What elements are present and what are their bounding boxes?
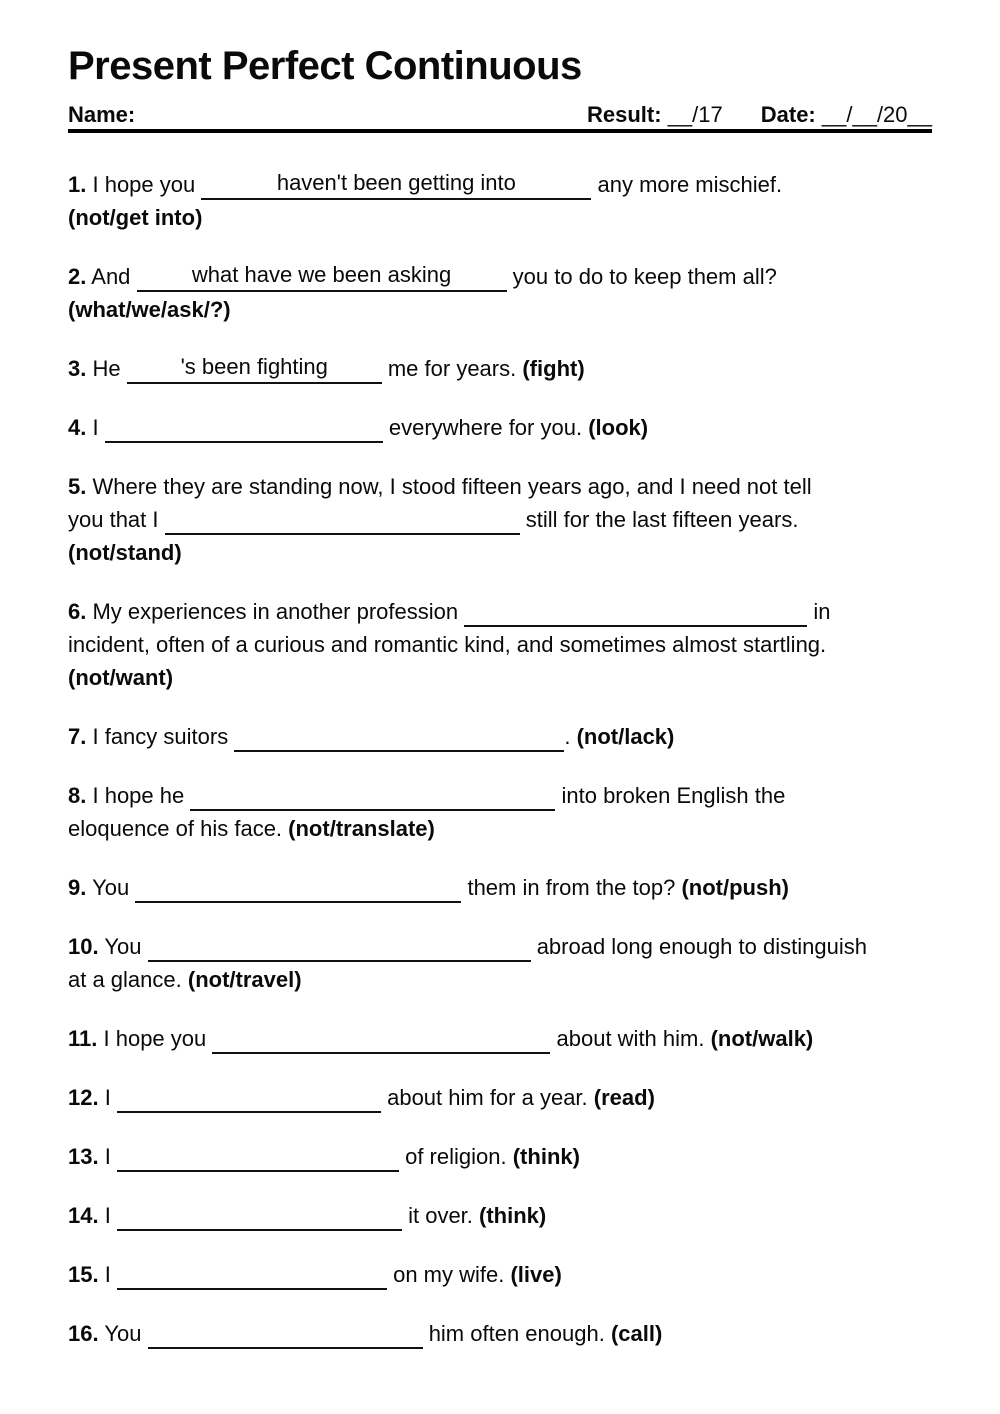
sentence-text: I (92, 415, 99, 440)
date-field (761, 102, 932, 128)
verb-hint: (think) (512, 1144, 580, 1169)
answer-text (255, 1144, 261, 1166)
sentence-text: You (104, 934, 142, 959)
exercise-number: 16. (68, 1321, 99, 1346)
exercise-number: 3. (68, 356, 87, 381)
sentence-text: you to do to keep them all? (512, 264, 777, 289)
verb-hint: (not/travel) (187, 967, 302, 992)
answer-blank (117, 1148, 399, 1172)
verb-hint: (live) (510, 1262, 562, 1287)
verb-hint: (read) (593, 1085, 655, 1110)
verb-hint: (not/want) (68, 665, 174, 690)
sentence-text: I hope you (103, 1026, 207, 1051)
exercise-list (68, 168, 936, 1376)
exercise-number: 4. (68, 415, 87, 440)
result-field (587, 102, 723, 128)
verb-hint: (not/lack) (576, 724, 675, 749)
sentence-text: You (104, 1321, 142, 1346)
answer-blank (135, 879, 461, 903)
sentence-text: still for the last fifteen years. (525, 507, 799, 532)
answer-text (295, 875, 301, 897)
verb-hint: (not/walk) (710, 1026, 814, 1051)
sentence-text: them in from the top? (467, 875, 676, 900)
exercise-item (68, 1317, 936, 1350)
exercise-item (68, 1081, 936, 1114)
answer-text (256, 1203, 262, 1225)
exercise-number: 6. (68, 599, 87, 624)
exercise-item (68, 1140, 936, 1173)
sentence-text: everywhere for you. (388, 415, 583, 440)
exercise-item (68, 411, 936, 444)
answer-blank (148, 1325, 423, 1349)
exercise-number: 1. (68, 172, 87, 197)
verb-hint: (not/stand) (68, 540, 182, 565)
date-value: __/__/20__ (821, 102, 932, 127)
exercise-number: 5. (68, 474, 87, 499)
exercise-item (68, 470, 936, 569)
sentence-text: about him for a year. (387, 1085, 588, 1110)
answer-text (339, 507, 345, 529)
answer-blank (137, 262, 507, 292)
sentence-text: I hope you (92, 172, 196, 197)
sentence-text: me for years. (387, 356, 517, 381)
answer-text: what have we been asking (191, 262, 452, 287)
sentence-text: about with him. (556, 1026, 705, 1051)
sentence-text: of religion. (405, 1144, 507, 1169)
answer-blank (190, 787, 555, 811)
answer-text (246, 1085, 252, 1107)
sentence-text: in (813, 599, 831, 624)
answer-text (241, 415, 247, 437)
answer-blank (201, 170, 591, 200)
exercise-number: 2. (68, 264, 87, 289)
answer-blank (117, 1207, 402, 1231)
exercise-number: 9. (68, 875, 87, 900)
sentence-text: at a glance. (68, 967, 182, 992)
answer-blank (234, 728, 564, 752)
verb-hint: (not/push) (681, 875, 789, 900)
verb-hint: (what/we/ask/?) (68, 297, 231, 322)
answer-text (378, 1026, 384, 1048)
answer-text (370, 783, 376, 805)
verb-hint: (not/translate) (288, 816, 435, 841)
result-value: __/17 (667, 102, 723, 127)
sentence-text: I fancy suitors (92, 724, 229, 749)
exercise-number: 7. (68, 724, 87, 749)
verb-hint: (think) (479, 1203, 547, 1228)
sentence-text: I (104, 1085, 111, 1110)
date-label: Date: (760, 102, 816, 127)
answer-blank (148, 938, 531, 962)
exercise-item (68, 1258, 936, 1291)
sentence-text: Where they are standing now, I stood fifteen years ago, and I need not tell (92, 474, 812, 499)
sentence-text: any more mischief. (597, 172, 783, 197)
sentence-text: You (92, 875, 130, 900)
answer-blank (464, 603, 807, 627)
exercise-item (68, 168, 936, 234)
result-label: Result: (587, 102, 662, 127)
exercise-number: 11. (68, 1026, 98, 1051)
header-meta-row (68, 102, 932, 128)
verb-hint: (call) (610, 1321, 663, 1346)
sentence-text: I (104, 1203, 111, 1228)
sentence-text: eloquence of his face. (68, 816, 283, 841)
answer-text (633, 599, 639, 621)
answer-blank (127, 354, 382, 384)
sentence-text: I hope he (92, 783, 185, 808)
verb-hint: (fight) (522, 356, 585, 381)
worksheet-title: Present Perfect Continuous (68, 44, 582, 88)
answer-text (336, 934, 342, 956)
answer-text (396, 724, 402, 746)
answer-blank (105, 419, 383, 443)
exercise-item (68, 779, 936, 845)
sentence-text: He (92, 356, 121, 381)
answer-blank (117, 1089, 381, 1113)
exercise-item (68, 260, 936, 326)
exercise-number: 14. (68, 1203, 99, 1228)
answer-text (249, 1262, 255, 1284)
sentence-text: into broken English the (561, 783, 786, 808)
sentence-text: My experiences in another profession (92, 599, 459, 624)
sentence-text: him often enough. (428, 1321, 605, 1346)
verb-hint: (not/get into) (68, 205, 203, 230)
exercise-number: 15. (68, 1262, 99, 1287)
verb-hint: (look) (588, 415, 649, 440)
sentence-text: incident, often of a curious and romantic kind, and sometimes almost startling. (68, 632, 827, 657)
exercise-item (68, 595, 936, 694)
exercise-number: 12. (68, 1085, 99, 1110)
answer-blank (212, 1030, 550, 1054)
exercise-number: 10. (68, 934, 99, 959)
exercise-item (68, 352, 936, 385)
header-meta-right (587, 102, 932, 128)
sentence-text: it over. (408, 1203, 473, 1228)
exercise-item (68, 930, 936, 996)
exercise-item (68, 720, 936, 753)
exercise-item (68, 1199, 936, 1232)
answer-text: 's been fighting (180, 354, 328, 379)
answer-text: haven't been getting into (276, 170, 516, 195)
answer-text (282, 1321, 288, 1343)
sentence-text: I (104, 1144, 111, 1169)
exercise-number: 13. (68, 1144, 99, 1169)
exercise-item (68, 871, 936, 904)
exercise-number: 8. (68, 783, 87, 808)
sentence-text: And (91, 264, 131, 289)
sentence-text: you that I (68, 507, 159, 532)
sentence-text: I (104, 1262, 111, 1287)
sentence-text: on my wife. (393, 1262, 505, 1287)
exercise-item (68, 1022, 936, 1055)
answer-blank (117, 1266, 387, 1290)
name-label: Name: (68, 102, 136, 127)
answer-blank (165, 511, 520, 535)
sentence-text: abroad long enough to distinguish (536, 934, 867, 959)
sentence-text: . (564, 724, 571, 749)
header-rule (68, 129, 932, 133)
